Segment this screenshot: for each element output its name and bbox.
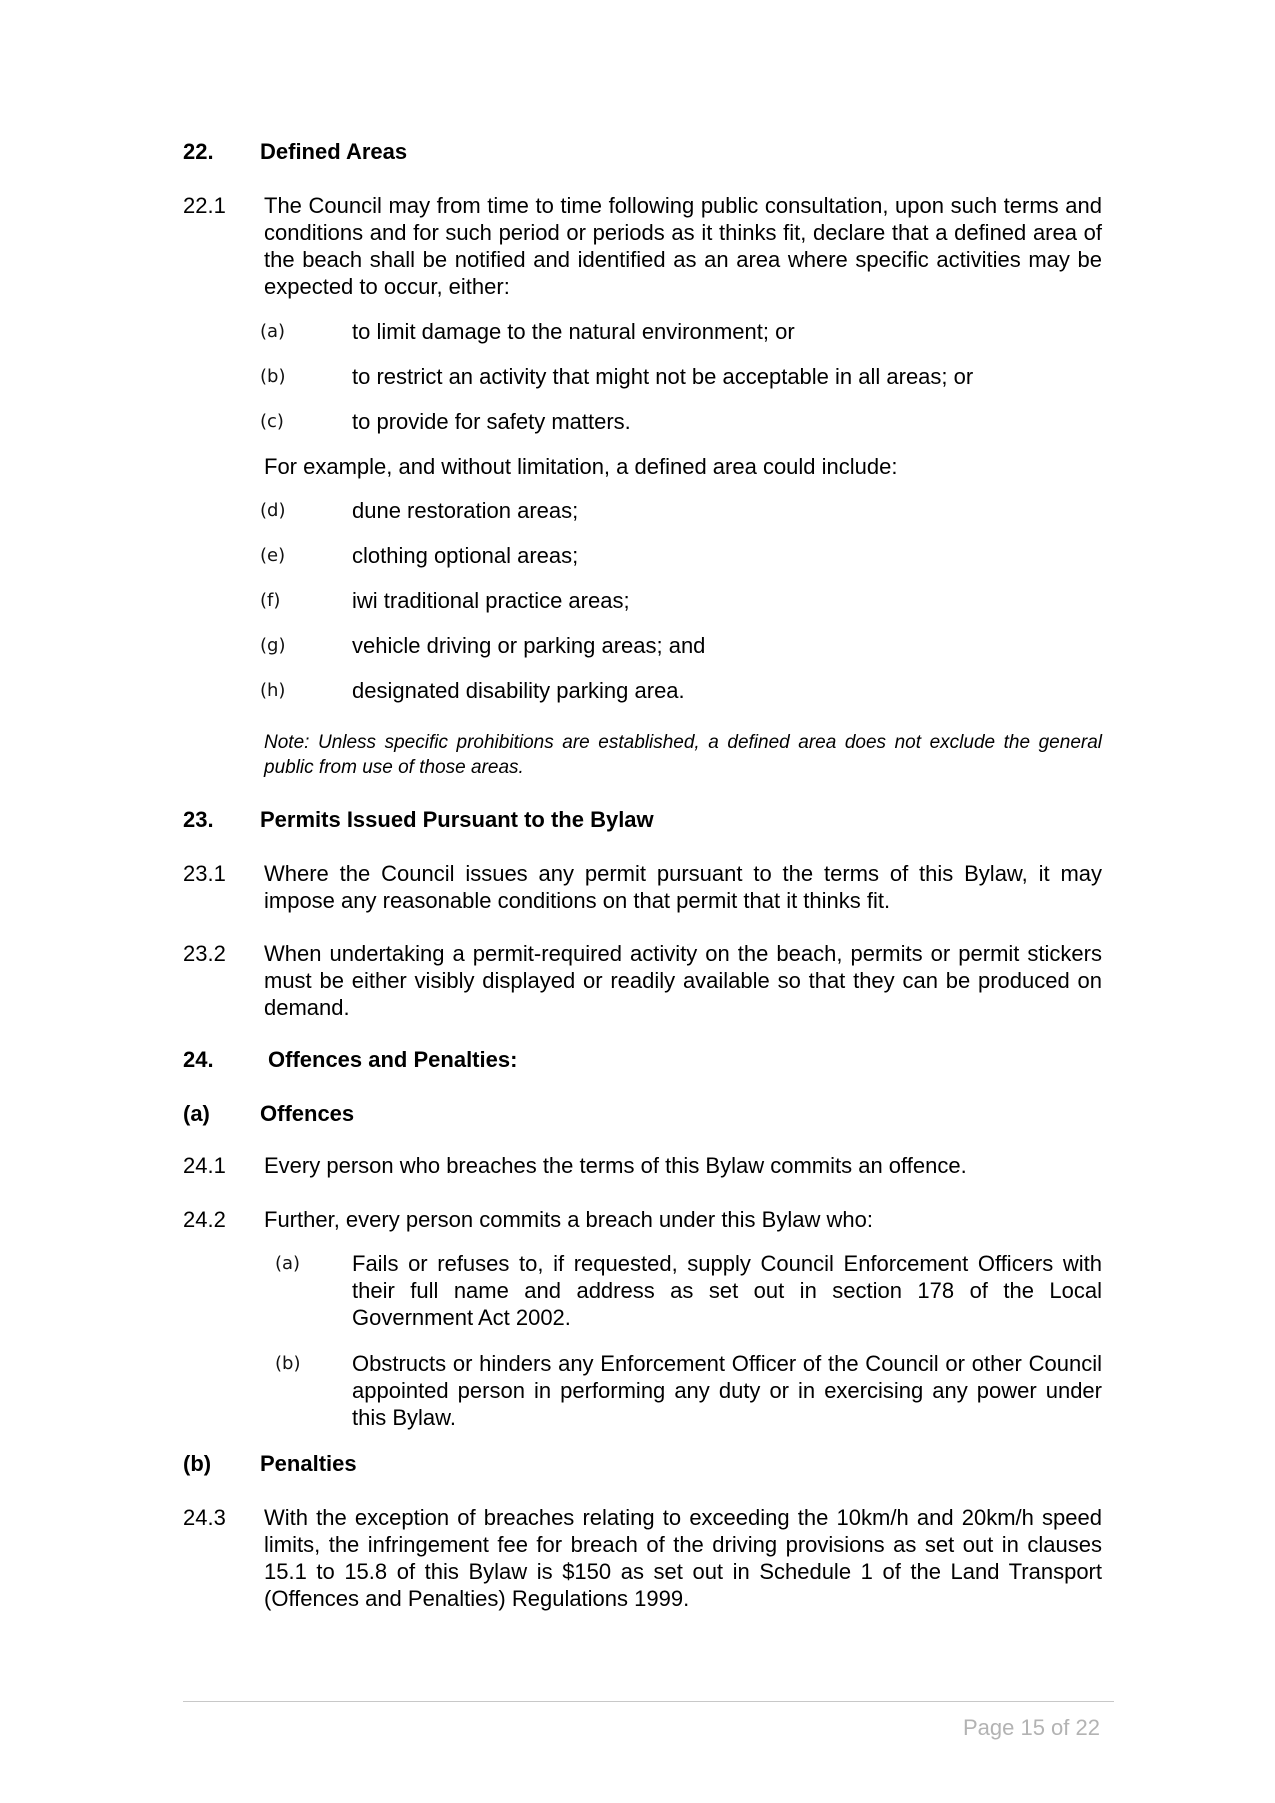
section-22-title: Defined Areas: [260, 139, 408, 164]
clause-23-2-number: 23.2: [183, 941, 226, 966]
subheading-b-label: (b): [183, 1451, 212, 1476]
footer-divider: [183, 1701, 1114, 1702]
clause-23-2-text: When undertaking a permit-required activity on the beach, permits or permit stickers must be either visibly displayed or readily available so that they can be produced on demand.: [264, 941, 1102, 1020]
list-label: (a): [260, 321, 286, 342]
subheading-offences: Offences: [260, 1101, 355, 1126]
list-item: dune restoration areas;: [352, 498, 579, 523]
clause-24-1-text: Every person who breaches the terms of this Bylaw commits an offence.: [264, 1153, 967, 1178]
list-item: vehicle driving or parking areas; and: [352, 633, 706, 658]
page-number: Page 15 of 22: [962, 1715, 1100, 1740]
list-item: clothing optional areas;: [352, 543, 579, 568]
section-24-number: 24.: [183, 1047, 214, 1072]
list-label: (g): [260, 635, 286, 656]
section-22-number: 22.: [183, 139, 214, 164]
section-24-title: Offences and Penalties:: [268, 1047, 518, 1072]
list-item: designated disability parking area.: [352, 678, 685, 703]
subheading-a-label: (a): [183, 1101, 210, 1126]
defined-area-note: Note: Unless specific prohibitions are established, a defined area does not exclude the general public from use of those areas.: [264, 732, 1102, 778]
clause-24-2-number: 24.2: [183, 1207, 226, 1232]
clause-24-3-text: With the exception of breaches relating to exceeding the 10km/h and 20km/h speed limits, the infringement fee for breach of the driving provisions as set out in clauses 15.1 to 15.8 of this Bylaw is $150 as set out in Schedule 1 of the Land Transport (Offences and Penalties) Regulations 1999.: [264, 1505, 1102, 1611]
clause-23-1-text: Where the Council issues any permit pursuant to the terms of this Bylaw, it may impose any reasonable conditions on that permit that it thinks fit.: [264, 861, 1102, 913]
list-item: to restrict an activity that might not be acceptable in all areas; or: [352, 364, 974, 389]
list-label: (h): [260, 680, 286, 701]
list-item: to limit damage to the natural environment; or: [352, 319, 795, 344]
list-label: (f): [260, 590, 281, 611]
section-23-number: 23.: [183, 807, 214, 832]
list-item: Obstructs or hinders any Enforcement Officer of the Council or other Council appointed person in performing any duty or in exercising any power under this Bylaw.: [352, 1351, 1102, 1430]
clause-23-1-number: 23.1: [183, 861, 226, 886]
subheading-penalties: Penalties: [260, 1451, 357, 1476]
list-label: (a): [275, 1253, 301, 1274]
list-item: Fails or refuses to, if requested, supply Council Enforcement Officers with their full name and address as set out in section 178 of the Local Government Act 2002.: [352, 1251, 1102, 1330]
list-label: (b): [275, 1353, 301, 1374]
list-label: (d): [260, 500, 286, 521]
clause-22-1-text: The Council may from time to time following public consultation, upon such terms and conditions and for such period or periods as it thinks fit, declare that a defined area of the beach shall be notified and identified as an area where specific activities may be expected to occur, either:: [264, 193, 1102, 299]
list-item: iwi traditional practice areas;: [352, 588, 630, 613]
list-item: to provide for safety matters.: [352, 409, 631, 434]
list-label: (e): [260, 545, 286, 566]
clause-22-1-number: 22.1: [183, 193, 226, 218]
clause-24-1-number: 24.1: [183, 1153, 226, 1178]
list-label: (c): [260, 411, 284, 432]
example-intro: For example, and without limitation, a defined area could include:: [264, 454, 898, 479]
clause-24-3-number: 24.3: [183, 1505, 226, 1530]
section-23-title: Permits Issued Pursuant to the Bylaw: [260, 807, 654, 832]
clause-24-2-text: Further, every person commits a breach under this Bylaw who:: [264, 1207, 873, 1232]
list-label: (b): [260, 366, 286, 387]
